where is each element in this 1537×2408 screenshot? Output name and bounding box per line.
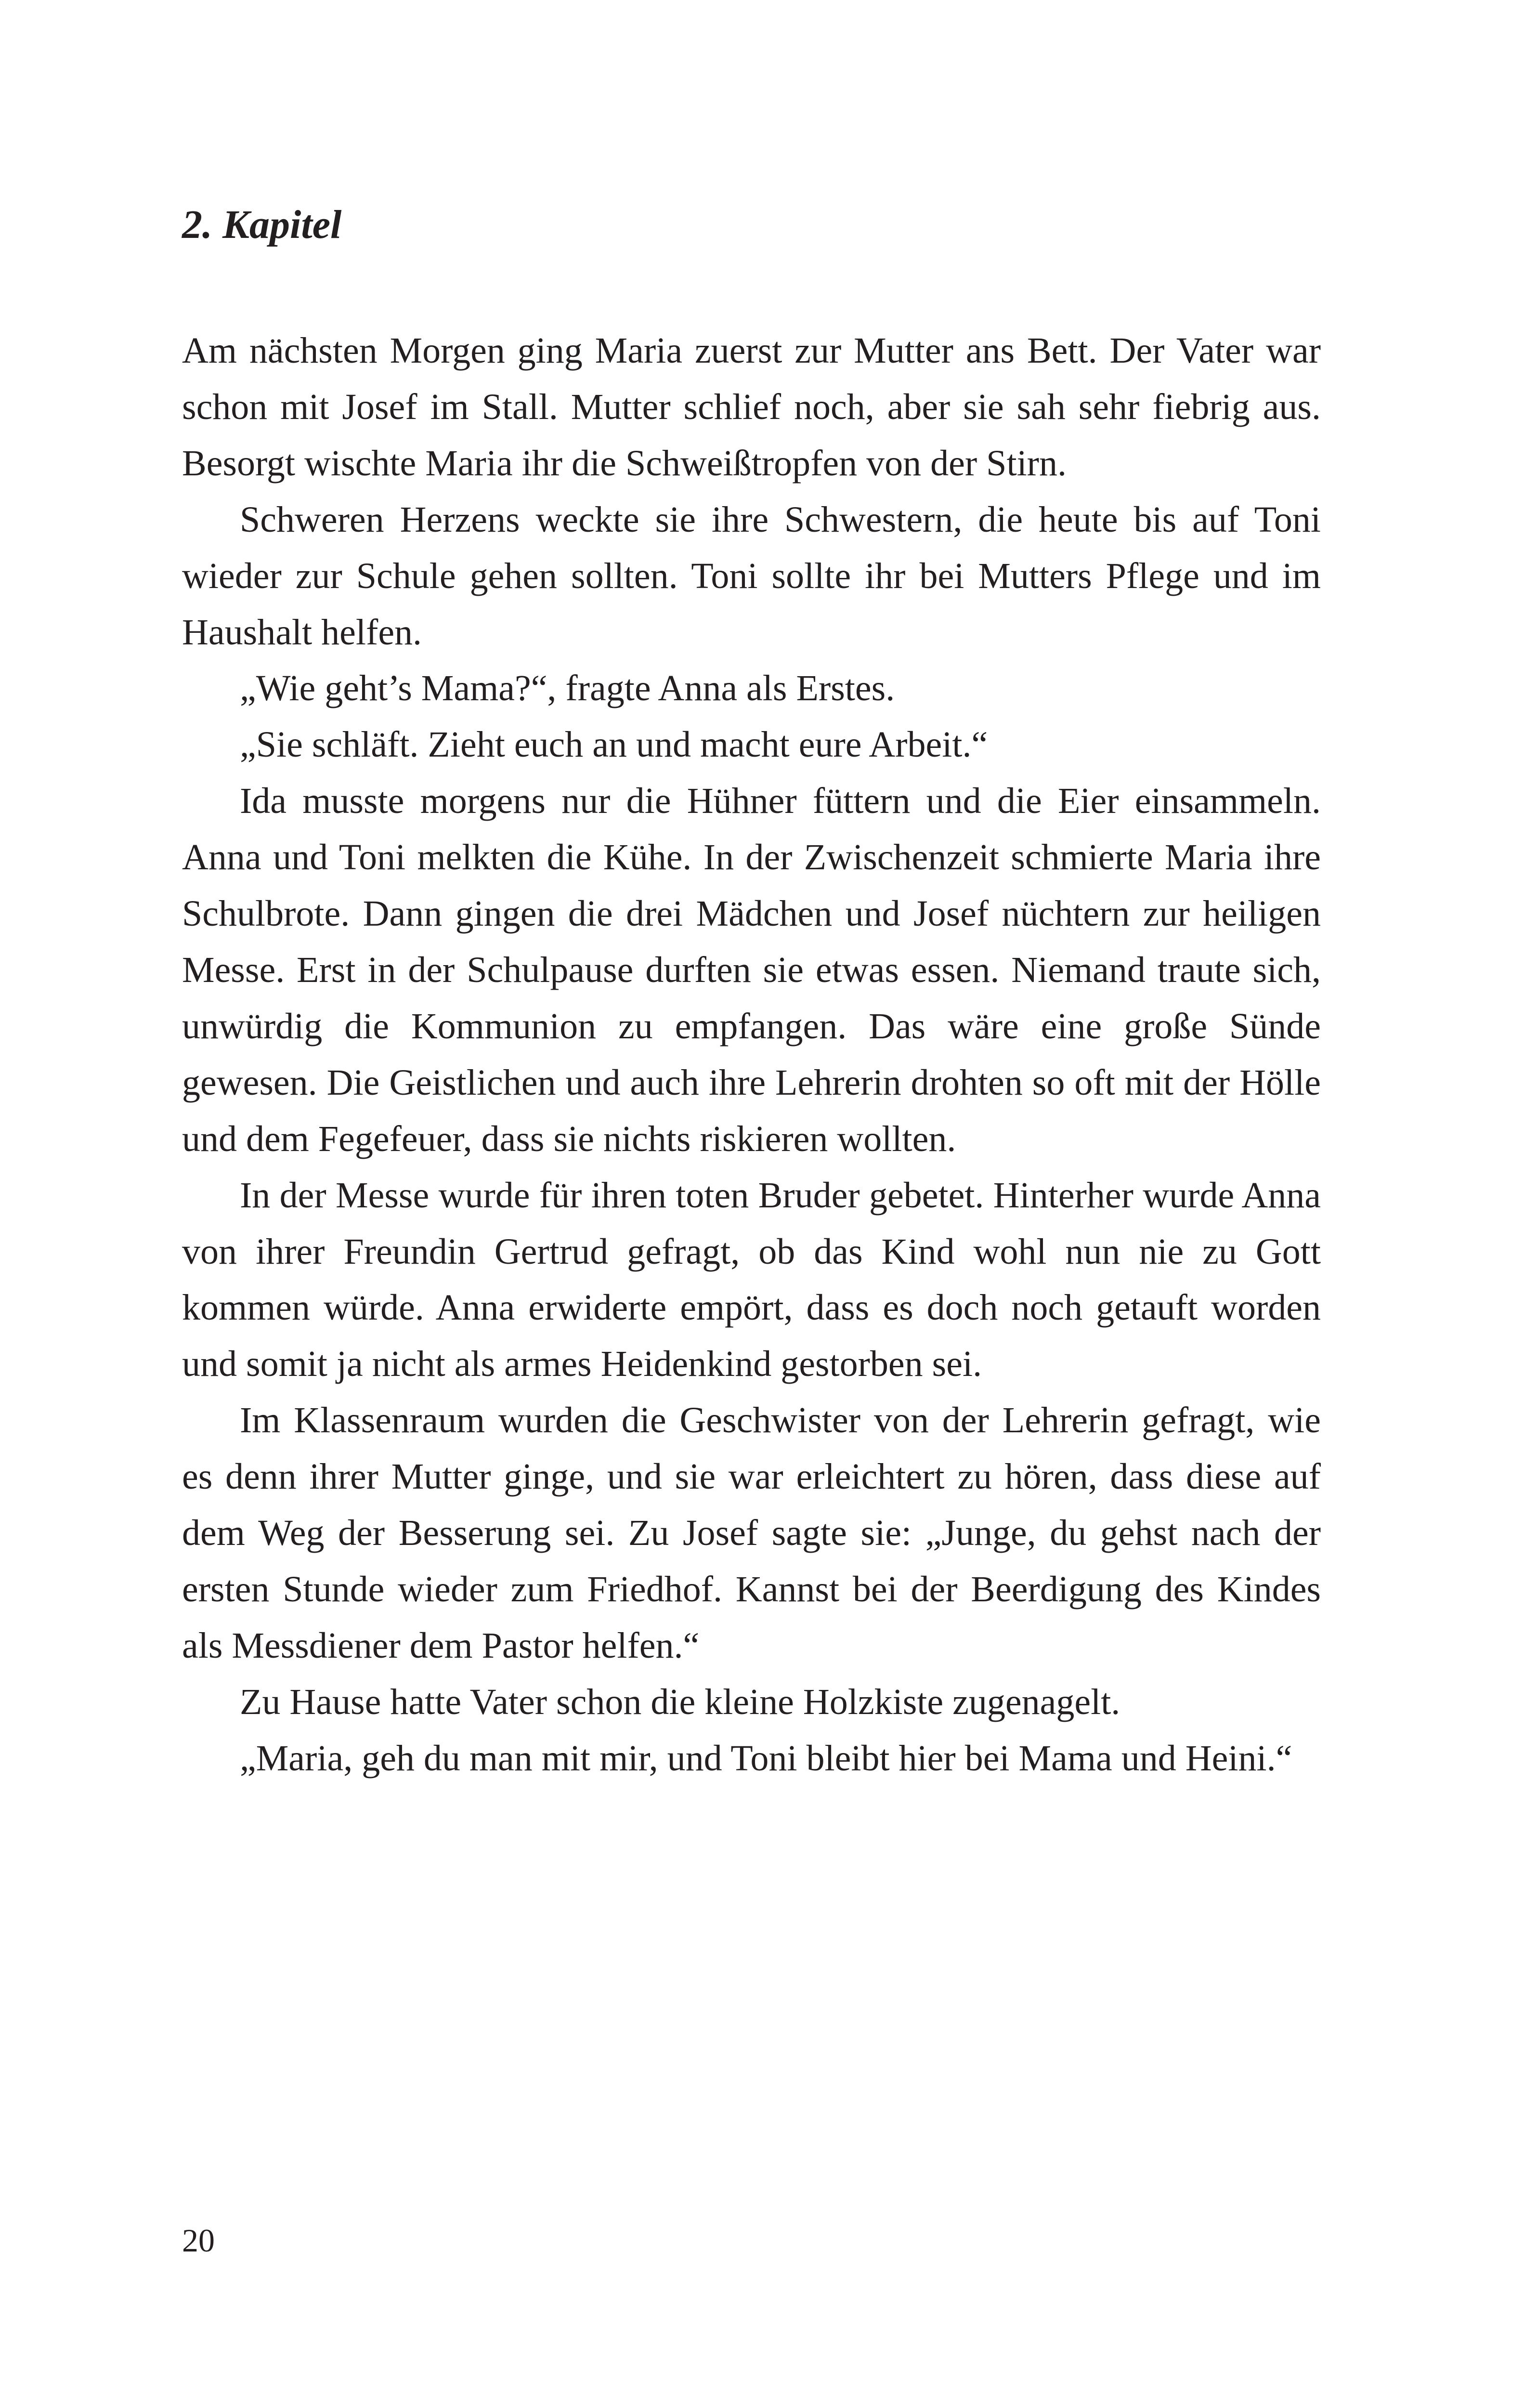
chapter-text — [182, 323, 1321, 1787]
paragraph: „Sie schläft. Zieht euch an und macht eure Arbeit.“ — [240, 724, 988, 765]
paragraph: Im Klassenraum wurden die Geschwister von der Lehrerin gefragt, wie es denn ihrer Mutter ginge, und sie war erleichtert zu hören, dass diese auf dem Weg der Besserung sei. Zu Josef sagte sie: „Junge, du gehst nach der ersten Stunde wieder zum Friedhof. Kannst bei der Beerdigung des Kindes als Messdiener dem Pastor helfen.“ — [182, 1400, 1321, 1666]
paragraph: Zu Hause hatte Vater schon die kleine Holzkiste zugenagelt. — [240, 1681, 1120, 1722]
paragraph: „Maria, geh du man mit mir, und Toni bleibt hier bei Mama und Heini.“ — [240, 1738, 1292, 1779]
chapter-title: 2. Kapitel — [182, 202, 342, 247]
paragraph: „Wie geht’s Mama?“, fragte Anna als Erstes. — [240, 668, 895, 709]
paragraph: Ida musste morgens nur die Hühner füttern und die Eier einsammeln. Anna und Toni melkten die Kühe. In der Zwischenzeit schmierte Maria ihre Schulbrote. Dann gingen die drei Mädchen und Josef nüchtern zur heiligen Messe. Erst in der Schulpause durften sie etwas essen. Niemand traute sich, unwürdig die Kommunion zu empfangen. Das wäre eine große Sünde gewesen. Die Geistlichen und auch ihre Lehrerin drohten so oft mit der Hölle und dem Fegefeuer, dass sie nichts riskieren wollten. — [182, 781, 1321, 1159]
paragraph: Am nächsten Morgen ging Maria zuerst zur Mutter ans Bett. Der Vater war schon mit Josef im Stall. Mutter schlief noch, aber sie sah sehr fiebrig aus. Besorgt wischte Maria ihr die Schweißtropfen von der Stirn. — [182, 330, 1321, 484]
page-number: 20 — [182, 2222, 215, 2259]
paragraph: In der Messe wurde für ihren toten Bruder gebetet. Hinterher wurde Anna von ihrer Freundin Gertrud gefragt, ob das Kind wohl nun nie zu Gott kommen würde. Anna erwiderte empört, dass es doch noch getauft worden und somit ja nicht als armes Heidenkind gestorben sei. — [182, 1175, 1321, 1385]
paragraph: Schweren Herzens weckte sie ihre Schwestern, die heute bis auf Toni wieder zur Schule gehen sollten. Toni sollte ihr bei Mutters Pflege und im Haushalt helfen. — [182, 499, 1321, 653]
